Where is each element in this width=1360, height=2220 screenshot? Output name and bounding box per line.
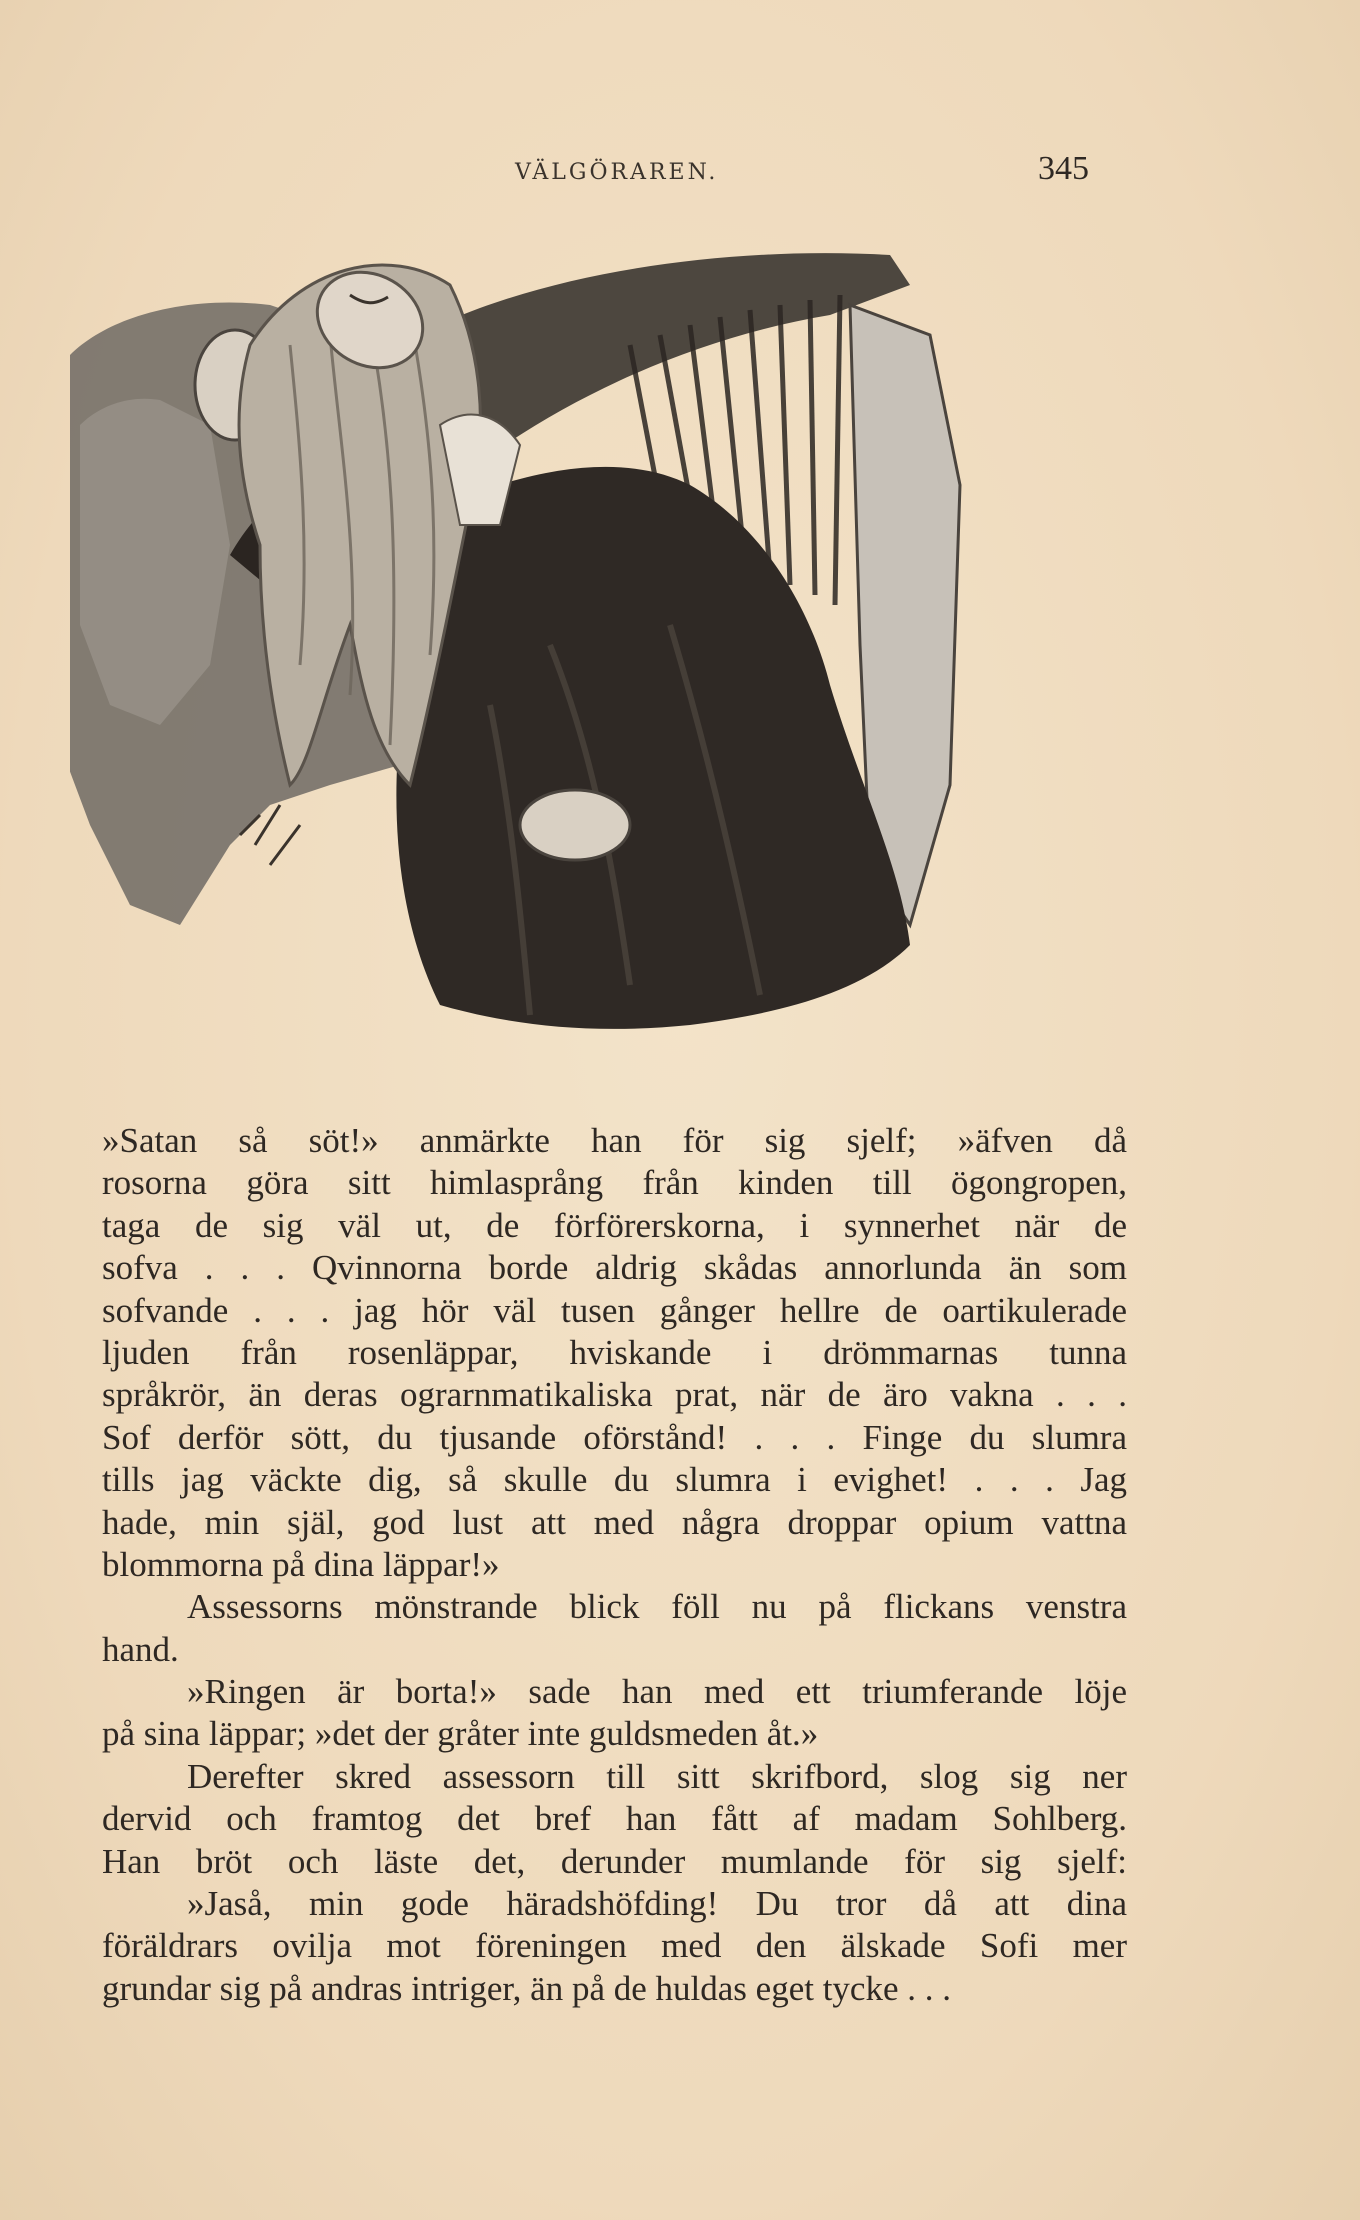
text-line: Sof derför sött, du tjusande oförstånd! . . . Finge du slumra: [102, 1417, 1127, 1457]
page-header: [100, 150, 1100, 200]
text-line: föräldrars ovilja mot föreningen med den älskade Sofi mer: [102, 1926, 1127, 1966]
text-line: på sina läppar; »det der gråter inte guldsmeden åt.»: [102, 1714, 819, 1754]
text-line: sofvande . . . jag hör väl tusen gånger hellre de oartikulerade: [102, 1290, 1127, 1330]
text-line: tills jag väckte dig, så skulle du slumra i evighet! . . . Jag: [102, 1460, 1127, 1500]
text-line: Han bröt och läste det, derunder mumlande för sig sjelf:: [102, 1841, 1127, 1881]
text-line: dervid och framtog det bref han fått af madam Sohlberg.: [102, 1799, 1127, 1839]
text-line: taga de sig väl ut, de förförerskorna, i synnerhet när de: [102, 1205, 1127, 1245]
text-line: »Ringen är borta!» sade han med ett triumferande löje: [187, 1672, 1127, 1712]
body-text: [102, 1120, 1127, 2010]
text-line: blommorna på dina läppar!»: [102, 1544, 500, 1584]
dress: [396, 467, 910, 1029]
text-line: språkrör, än deras ograrnmatikaliska prat, när de äro vakna . . .: [102, 1375, 1127, 1415]
text-line: rosorna göra sitt himlasprång från kinden till ögongropen,: [102, 1163, 1127, 1203]
right-hand: [520, 790, 630, 860]
text-line: hand.: [102, 1629, 179, 1669]
running-title: VÄLGÖRAREN.: [515, 160, 719, 185]
text-line: »Jaså, min gode häradshöfding! Du tror då att dina: [187, 1884, 1127, 1924]
text-line: Assessorns mönstrande blick föll nu på flickans venstra: [187, 1587, 1127, 1627]
text-line: »Satan så söt!» anmärkte han för sig sjelf; »äfven då: [102, 1121, 1127, 1160]
page-number: 345: [1038, 150, 1089, 187]
text-line: grundar sig på andras intriger, än på de huldas eget tycke . . .: [102, 1968, 952, 2008]
text-line: Derefter skred assessorn till sitt skrifbord, slog sig ner: [187, 1756, 1127, 1796]
text-line: ljuden från rosenläppar, hviskande i drömmarnas tunna: [102, 1332, 1127, 1372]
illustration-sleeping-girl: [70, 225, 1170, 1105]
text-line: hade, min själ, god lust att med några droppar opium vattna: [102, 1502, 1127, 1542]
text-line: sofva . . . Qvinnorna borde aldrig skådas annorlunda än som: [102, 1248, 1127, 1288]
